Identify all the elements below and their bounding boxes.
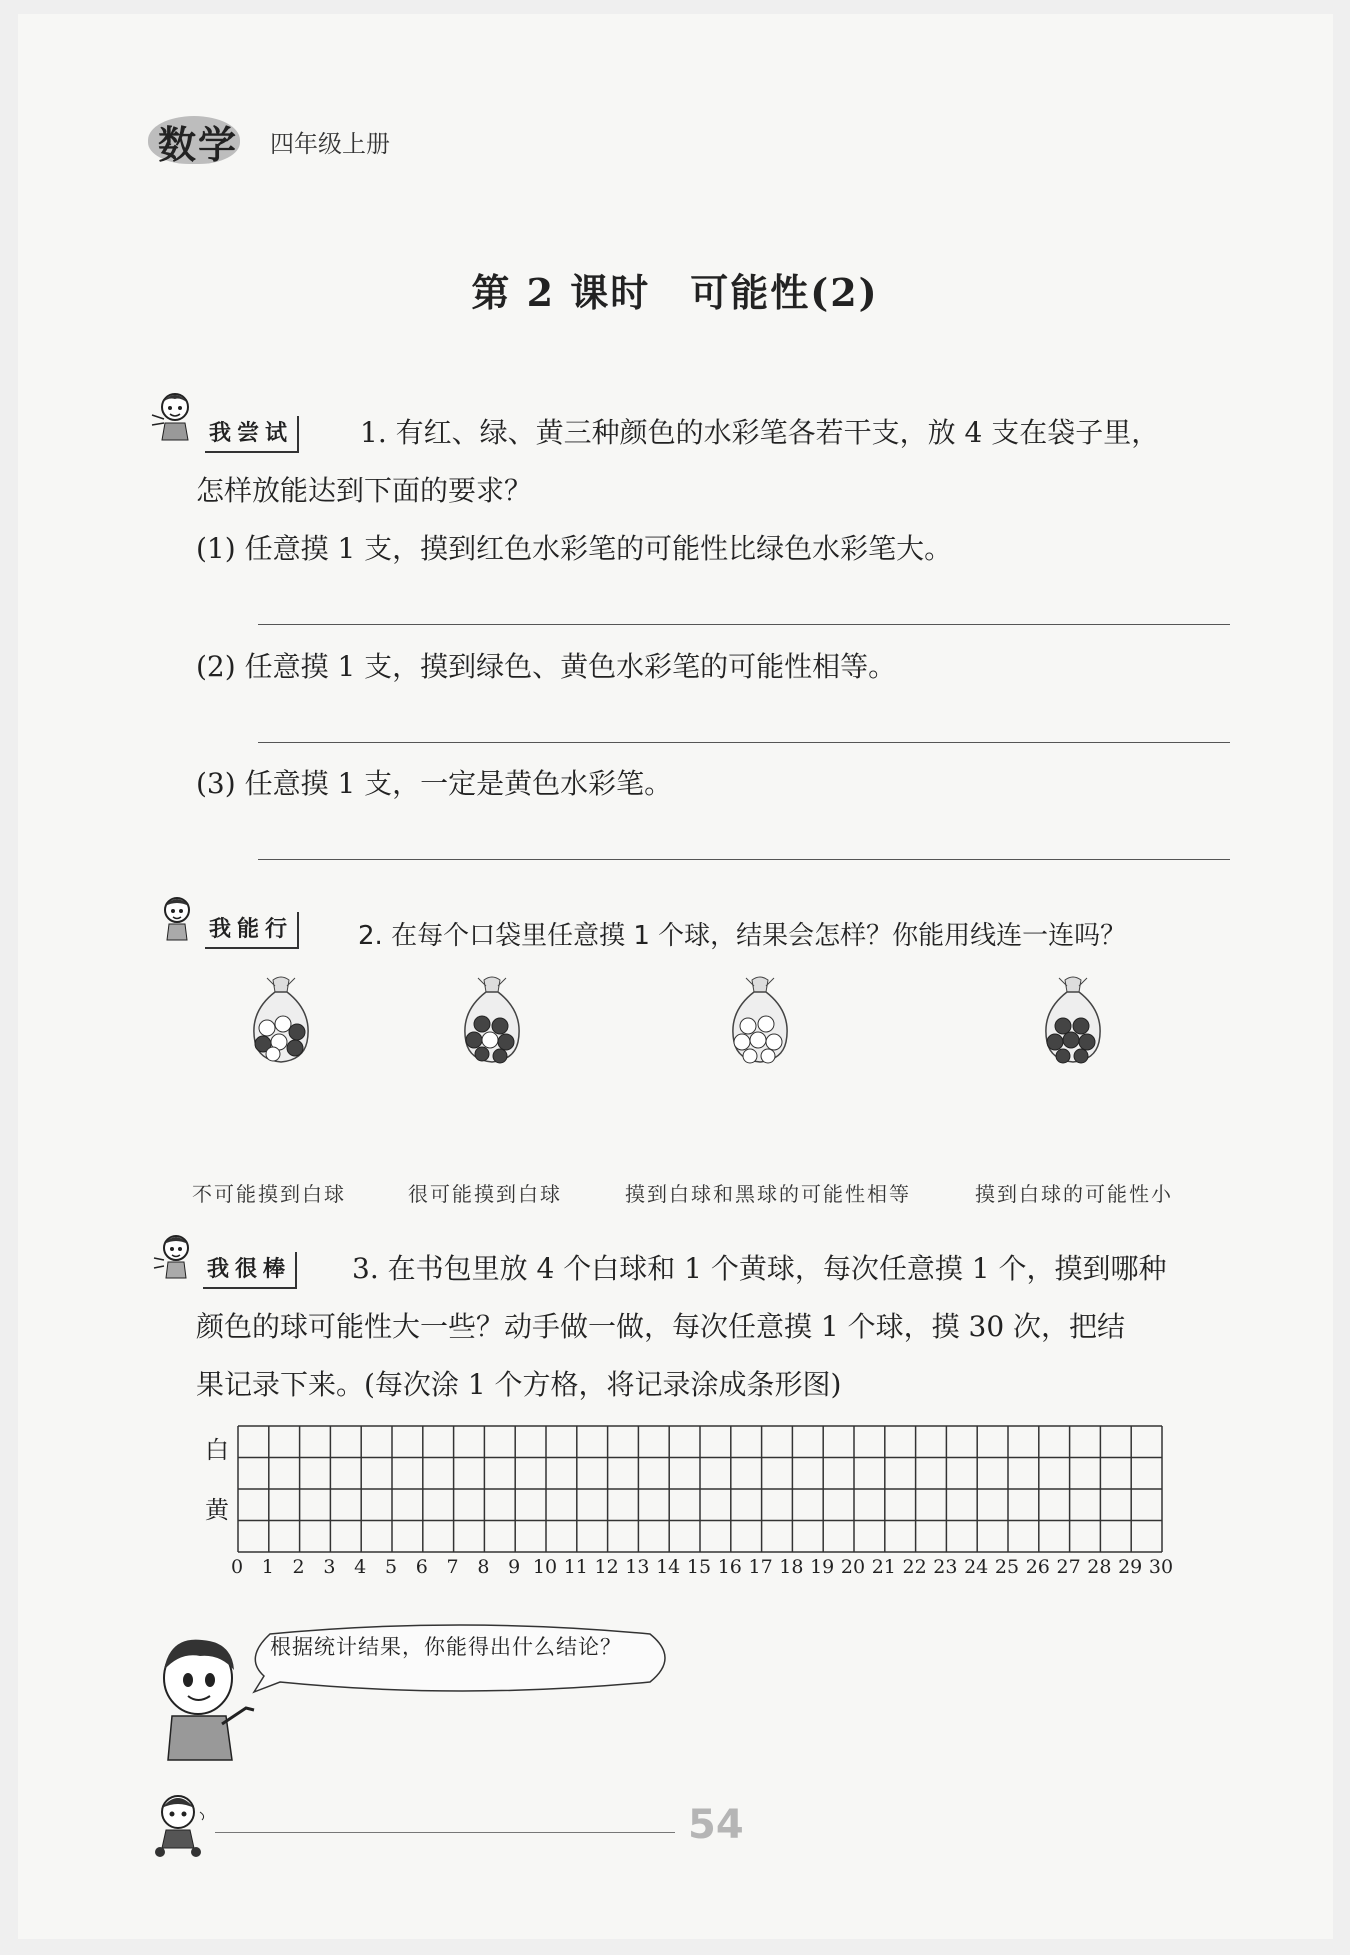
tick-label: 10 [532,1556,558,1578]
answer-line-1[interactable] [258,624,1230,625]
tick-label: 9 [508,1556,521,1578]
page-number: 54 [688,1802,744,1848]
question-1-item-3: (3) 任意摸 1 支，一定是黄色水彩笔。 [196,767,673,800]
tick-label: 21 [871,1556,896,1578]
tick-label: 6 [415,1556,428,1578]
grade-label: 四年级上册 [270,130,390,158]
tick-label: 8 [477,1556,490,1578]
tick-label: 3 [323,1556,336,1578]
row-label-yellow: 黄 [205,1496,229,1524]
question-1-line2: 怎样放能达到下面的要求？ [196,474,533,507]
question-1-line1: 1. 有红、绿、黄三种颜色的水彩笔各若干支，放 4 支在袋子里， [360,416,1160,449]
tick-row [222,1556,1182,1584]
question-2: 2. 在每个口袋里任意摸 1 个球，结果会怎样？你能用线连一连吗？ [358,921,1127,951]
question-1-item-1: (1) 任意摸 1 支，摸到红色水彩笔的可能性比绿色水彩笔大。 [196,532,953,565]
tally-grid[interactable] [237,1425,1163,1553]
tick-label: 28 [1087,1556,1112,1578]
tick-label: 15 [686,1556,712,1578]
bubble-text: 根据统计结果，你能得出什么结论？ [270,1635,622,1659]
mascot-footer-icon [148,1788,216,1858]
tick-label: 20 [840,1556,866,1578]
section-tag-try: 我尝试 [205,416,299,453]
tick-label: 29 [1118,1556,1143,1578]
tick-label: 11 [563,1556,588,1578]
tick-label: 13 [625,1556,650,1578]
section-tag-can: 我能行 [205,912,299,949]
question-1-item-2: (2) 任意摸 1 支，摸到绿色、黄色水彩笔的可能性相等。 [196,650,897,683]
question-3-line1: 3. 在书包里放 4 个白球和 1 个黄球，每次任意摸 1 个，摸到哪种 [352,1252,1167,1285]
question-3-line2: 颜色的球可能性大一些？动手做一做，每次任意摸 1 个球，摸 30 次，把结 [196,1310,1126,1343]
tick-label: 17 [748,1556,773,1578]
lesson-title: 第 2 课时 可能性(2) [471,270,879,315]
tick-label: 16 [717,1556,742,1578]
tick-label: 30 [1148,1556,1174,1578]
tick-label: 0 [230,1556,244,1578]
option-likely-white[interactable]: 很可能摸到白球 [408,1182,562,1206]
bag-mostly-black-icon [456,972,528,1067]
tick-label: 25 [994,1556,1020,1578]
tick-label: 14 [656,1556,681,1578]
mascot-girl-icon [152,1228,198,1284]
tick-label: 18 [779,1556,804,1578]
tick-label: 12 [594,1556,619,1578]
tick-label: 5 [384,1556,398,1578]
answer-line-2[interactable] [258,742,1230,743]
option-equal-chance[interactable]: 摸到白球和黑球的可能性相等 [625,1182,911,1206]
row-label-white: 白 [205,1436,229,1464]
bag-all-white-icon [724,972,796,1067]
tick-label: 24 [964,1556,989,1578]
bag-mixed-icon [245,972,317,1067]
option-impossible-white[interactable]: 不可能摸到白球 [192,1182,346,1206]
tick-label: 4 [354,1556,367,1578]
bag-all-black-icon [1037,972,1109,1067]
mascot-girl-icon [155,890,199,946]
section-tag-great: 我很棒 [203,1252,297,1289]
tick-label: 26 [1025,1556,1050,1578]
option-unlikely-white[interactable]: 摸到白球的可能性小 [975,1182,1173,1206]
footer-rule [215,1832,675,1833]
tick-label: 22 [902,1556,927,1578]
tick-label: 19 [810,1556,835,1578]
tick-label: 7 [446,1556,459,1578]
mascot-girl-icon [150,385,200,445]
tick-label: 1 [261,1556,274,1578]
tick-label: 2 [292,1556,305,1578]
subject-title: 数学 [158,123,239,167]
question-3-line3: 果记录下来。(每次涂 1 个方格，将记录涂成条形图) [196,1368,842,1401]
tick-label: 27 [1056,1556,1081,1578]
answer-line-3[interactable] [258,859,1230,860]
tick-label: 23 [933,1556,958,1578]
